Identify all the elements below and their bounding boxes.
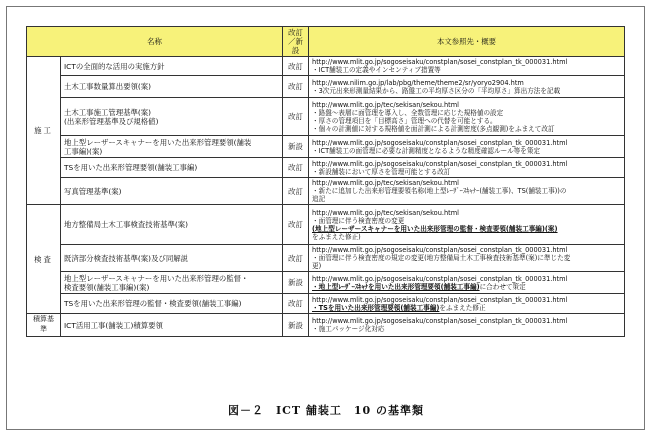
reference-text: ・厚さの管理項目を「目標高さ」管理への代替を可能とする。 xyxy=(312,116,497,125)
reference-url-link[interactable] xyxy=(312,296,621,304)
table-body xyxy=(27,57,625,337)
standard-name-line: 検査要領(舗装工事編)(案) xyxy=(64,282,150,292)
standard-name-cell xyxy=(61,98,283,136)
reference-cell xyxy=(309,136,625,158)
standard-name-line: 土木工事施工管理基準(案) xyxy=(64,107,152,117)
table-row xyxy=(27,294,625,314)
reference-cell xyxy=(309,158,625,178)
reference-text-tail: に合わせて策定 xyxy=(479,282,526,291)
table-row xyxy=(27,158,625,178)
reference-note xyxy=(312,217,621,225)
reference-text: ・新設舗装において厚さを管理可能とする改訂 xyxy=(312,167,451,176)
standard-name-line: 地上型レーザースキャナーを用いた出来形管理要領(舗装 xyxy=(64,137,252,147)
reference-url-link[interactable] xyxy=(312,79,621,87)
reference-note xyxy=(312,87,621,95)
standard-name-cell xyxy=(61,158,283,178)
reference-cell xyxy=(309,57,625,76)
revision-status-cell: 新設 xyxy=(283,314,309,337)
reference-url-link[interactable] xyxy=(312,275,621,283)
category-cell: 施工 xyxy=(27,57,61,205)
reference-cell xyxy=(309,205,625,245)
revision-status-cell: 新設 xyxy=(283,136,309,158)
standard-name-line: TSを用いた出来形管理の監督・検査要領(舗装工事編) xyxy=(64,299,242,309)
reference-note xyxy=(312,233,621,241)
reference-cell xyxy=(309,272,625,294)
reference-text: http://www.mlit.go.jp/tec/sekisan/sekou.html xyxy=(312,208,460,217)
standard-name-line: 地方整備局土木工事検査技術基準(案) xyxy=(64,220,189,230)
standard-name-line: TSを用いた出来形管理要領(舗装工事編) xyxy=(64,163,198,173)
reference-url-link[interactable] xyxy=(312,209,621,217)
reference-text: ・面管理に伴う検査密度の規定の変更(地方整備局土木工事検査技術基準(案)に準じた変 xyxy=(312,254,571,263)
reference-url-link[interactable] xyxy=(312,58,621,66)
reference-text: (地上型レーザースキャナーを用いた出来形管理の監督・検査要領(舗装工事編)(案) xyxy=(312,224,558,233)
standard-name-line: ICT活用工事(舗装工)積算要領 xyxy=(64,320,163,330)
reference-cell xyxy=(309,294,625,314)
reference-note xyxy=(312,66,621,74)
reference-text: http://www.mlit.go.jp/sogoseisaku/constplan/sosei_constplan_tk_000031.html xyxy=(312,58,568,67)
reference-url-link[interactable] xyxy=(312,101,621,109)
reference-note xyxy=(312,168,621,176)
table-row xyxy=(27,76,625,98)
header-reference: 本文参照先・概要 xyxy=(309,27,625,57)
standard-name-cell xyxy=(61,245,283,272)
reference-text: http://www.mlit.go.jp/tec/sekisan/sekou.html xyxy=(312,179,460,188)
reference-text: ・TSを用いた出来形管理要領(舗装工事編) xyxy=(312,303,440,312)
header-name: 名称 xyxy=(27,27,283,57)
reference-url-link[interactable] xyxy=(312,139,621,147)
reference-note xyxy=(312,304,621,312)
revision-status-cell: 改訂 xyxy=(283,158,309,178)
table-row xyxy=(27,136,625,158)
reference-text: ・施工パッケージ化対応 xyxy=(312,325,385,334)
table-row xyxy=(27,314,625,337)
reference-cell xyxy=(309,314,625,337)
reference-text: ・ICT舗装工の面管理に必要な計測精度となるような精度確認ルール等を策定 xyxy=(312,146,541,155)
standard-name-line: 写真管理基準(案) xyxy=(64,186,122,196)
reference-text: 追記 xyxy=(312,195,326,204)
reference-text: http://www.mlit.go.jp/sogoseisaku/constplan/sosei_constplan_tk_000031.html xyxy=(312,159,568,168)
header-revision: 改訂／新設 xyxy=(283,27,309,57)
revision-status-cell: 改訂 xyxy=(283,178,309,205)
table-row xyxy=(27,245,625,272)
table-row xyxy=(27,205,625,245)
reference-text: http://www.mlit.go.jp/sogoseisaku/constplan/sosei_constplan_tk_000031.html xyxy=(312,246,568,255)
reference-note xyxy=(312,254,621,262)
reference-text: http://www.mlit.go.jp/sogoseisaku/constplan/sosei_constplan_tk_000031.html xyxy=(312,295,568,304)
revision-status-cell: 改訂 xyxy=(283,245,309,272)
reference-text: http://www.mlit.go.jp/sogoseisaku/constplan/sosei_constplan_tk_000031.html xyxy=(312,274,568,283)
revision-status-cell: 新設 xyxy=(283,272,309,294)
reference-cell xyxy=(309,76,625,98)
reference-cell xyxy=(309,245,625,272)
reference-note xyxy=(312,117,621,125)
reference-text: 更) xyxy=(312,262,322,271)
revision-status-cell: 改訂 xyxy=(283,205,309,245)
table-header-row xyxy=(27,27,625,57)
reference-text: ・ICT舗装工の定義やインセンティブ措置等 xyxy=(312,66,441,75)
reference-url-link[interactable] xyxy=(312,160,621,168)
table-row xyxy=(27,98,625,136)
reference-text: ・3次元出来形測量結果から、路盤工の平均厚さ区分の「平均厚さ」算出方法を記載 xyxy=(312,86,561,95)
standard-name-cell xyxy=(61,136,283,158)
reference-text: http://www.mlit.go.jp/sogoseisaku/constplan/sosei_constplan_tk_000031.html xyxy=(312,317,568,326)
reference-note xyxy=(312,195,621,203)
standard-name-line: 土木工事数量算出要領(案) xyxy=(64,82,152,92)
standard-name-cell xyxy=(61,57,283,76)
revision-status-cell: 改訂 xyxy=(283,57,309,76)
reference-note xyxy=(312,325,621,333)
reference-note xyxy=(312,125,621,133)
reference-url-link[interactable] xyxy=(312,317,621,325)
reference-text: http://www.mlit.go.jp/sogoseisaku/constplan/sosei_constplan_tk_000031.html xyxy=(312,138,568,147)
category-cell: 検査 xyxy=(27,205,61,314)
standard-name-cell xyxy=(61,205,283,245)
standard-name-line: 工事編)(案) xyxy=(64,146,103,156)
reference-text: ・路盤～表層に面管理を導入し、全数管理に応じた規格値の設定 xyxy=(312,108,504,117)
revision-status-cell: 改訂 xyxy=(283,294,309,314)
standard-name-line: (出来形管理基準及び規格値) xyxy=(64,116,159,126)
reference-note xyxy=(312,109,621,117)
standard-name-cell xyxy=(61,76,283,98)
reference-text: http://www.mlit.go.jp/tec/sekisan/sekou.html xyxy=(312,100,460,109)
reference-cell xyxy=(309,98,625,136)
reference-note xyxy=(312,225,621,233)
reference-url-link[interactable] xyxy=(312,179,621,187)
revision-status-cell: 改訂 xyxy=(283,98,309,136)
standard-name-cell xyxy=(61,294,283,314)
reference-note xyxy=(312,147,621,155)
standard-name-line: 地上型レーザースキャナーを用いた出来形管理の監督・ xyxy=(64,273,249,283)
figure-caption: 図－２ ICT 舗装工 10 の基準類 xyxy=(227,404,425,417)
standard-name-cell xyxy=(61,178,283,205)
standards-table xyxy=(26,26,625,337)
table-row xyxy=(27,178,625,205)
reference-text: ・面管理に伴う検査密度の変更 xyxy=(312,216,405,225)
table-row xyxy=(27,272,625,294)
reference-note xyxy=(312,283,621,291)
standard-name-cell xyxy=(61,272,283,294)
standard-name-cell xyxy=(61,314,283,337)
reference-note xyxy=(312,262,621,270)
reference-text: をふまえた修正) xyxy=(312,232,361,241)
category-cell: 積算基準 xyxy=(27,314,61,337)
revision-status-cell: 改訂 xyxy=(283,76,309,98)
reference-note xyxy=(312,187,621,195)
table-row xyxy=(27,57,625,76)
standard-name-line: 既済部分検査技術基準(案)及び同解説 xyxy=(64,253,189,263)
reference-text: ・地上型ﾚｰｻﾞｰｽｷｬﾅを用いた出来形管理要領(舗装工事編) xyxy=(312,282,480,291)
reference-text-tail: をふまえた修正 xyxy=(439,303,486,312)
standard-name-line: ICTの全面的な活用の実施方針 xyxy=(64,61,165,71)
reference-text: ・個々の計測値に対する規格値を面計測による計測密度(多点観測)をふまえて改訂 xyxy=(312,124,555,133)
reference-text: ・新たに追加した出来形管理要領名称(地上型ﾚｰｻﾞｰｽｷｬﾅｰ(舗装工事)、TS(舗装工事))の xyxy=(312,187,567,196)
reference-text: http://www.nilim.go.jp/lab/pbg/theme/theme2/sr/yoryo2904.htm xyxy=(312,78,524,87)
reference-cell xyxy=(309,178,625,205)
